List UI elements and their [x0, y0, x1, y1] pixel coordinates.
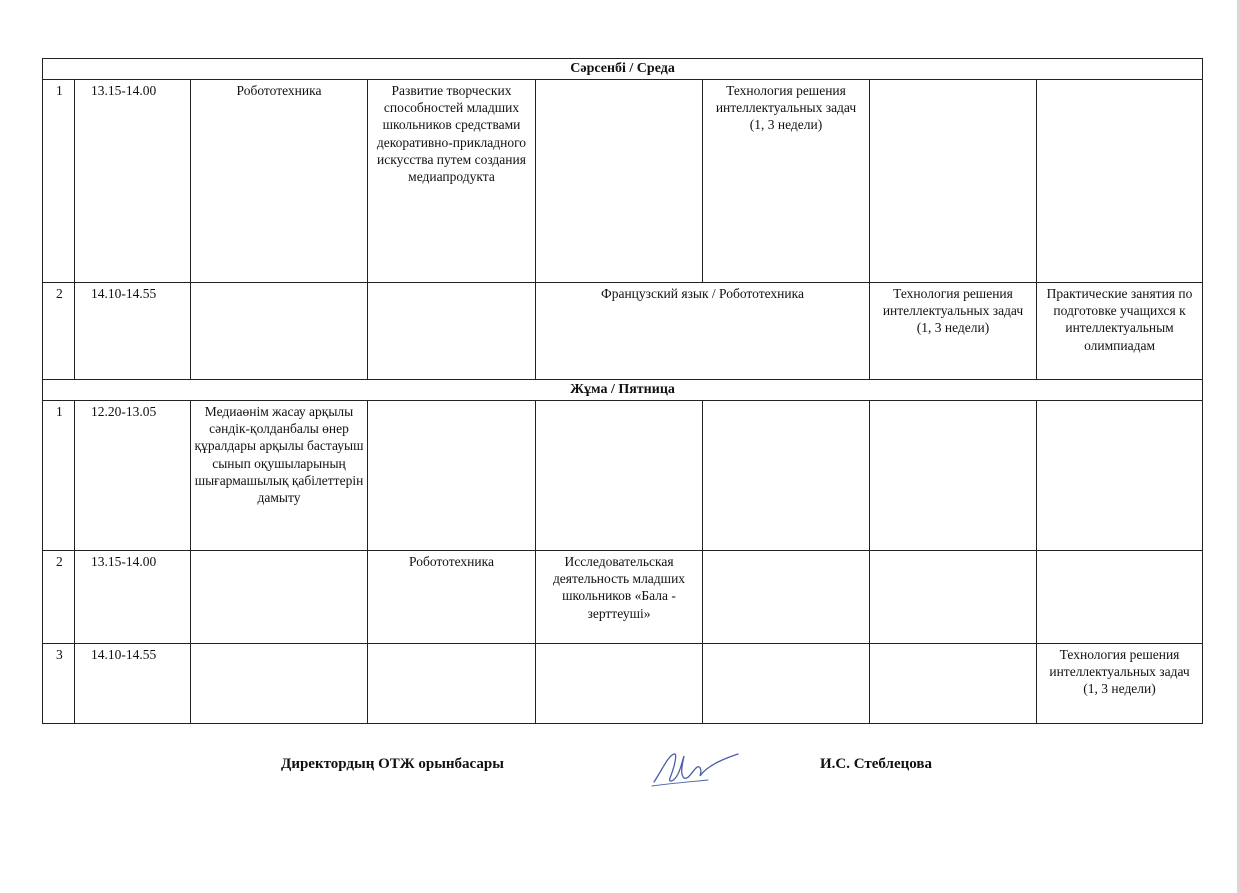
table-cell: Развитие творческих способностей младших школьников средствами декоративно-прикладного искусства путем создания медиапродукта [368, 79, 536, 282]
table-row [43, 282, 1203, 379]
table-cell [536, 400, 703, 550]
table-cell [191, 282, 368, 379]
day-header-friday [43, 379, 1203, 400]
handwritten-signature [648, 748, 740, 792]
table-cell [536, 643, 703, 723]
table-cell [368, 643, 536, 723]
table-cell [703, 400, 870, 550]
lesson-number: 1 [43, 400, 75, 550]
schedule-table [42, 58, 1203, 724]
table-cell [1037, 400, 1203, 550]
signatory-title: Директордың ОТЖ орынбасары [281, 756, 504, 772]
table-cell [191, 550, 368, 643]
table-cell: Исследовательская деятельность младших школьников «Бала - зерттеуші» [536, 550, 703, 643]
day-header-wednesday [43, 59, 1203, 80]
lesson-time: 14.10-14.55 [75, 282, 191, 379]
lesson-time: 13.15-14.00 [75, 550, 191, 643]
lesson-time: 14.10-14.55 [75, 643, 191, 723]
lesson-time: 13.15-14.00 [75, 79, 191, 282]
table-cell [1037, 79, 1203, 282]
table-row [43, 79, 1203, 282]
table-cell [870, 643, 1037, 723]
signatory-name: И.С. Стеблецова [820, 756, 932, 772]
table-cell: Французский язык / Робототехника [536, 282, 870, 379]
table-cell [191, 643, 368, 723]
table-row [43, 400, 1203, 550]
lesson-number: 2 [43, 282, 75, 379]
table-cell: Технология решения интеллектуальных задач (1, 3 недели) [870, 282, 1037, 379]
table-cell [1037, 550, 1203, 643]
table-cell: Практические занятия по подготовке учащихся к интеллектуальным олимпиадам [1037, 282, 1203, 379]
table-cell [703, 550, 870, 643]
table-cell: Технология решения интеллектуальных задач (1, 3 недели) [1037, 643, 1203, 723]
table-cell: Робототехника [191, 79, 368, 282]
table-cell [870, 550, 1037, 643]
table-row [43, 643, 1203, 723]
table-cell: Робототехника [368, 550, 536, 643]
lesson-number: 1 [43, 79, 75, 282]
table-cell [703, 643, 870, 723]
table-row [43, 550, 1203, 643]
table-cell: Технология решения интеллектуальных задач (1, 3 недели) [703, 79, 870, 282]
table-cell [870, 400, 1037, 550]
table-cell [870, 79, 1037, 282]
table-cell [368, 282, 536, 379]
day-title: Жұма / Пятница [43, 379, 1203, 400]
table-cell [368, 400, 536, 550]
day-title: Сәрсенбі / Среда [43, 59, 1203, 80]
lesson-time: 12.20-13.05 [75, 400, 191, 550]
table-cell: Медиаөнім жасау арқылы сәндік-қолданбалы өнер құралдары арқылы бастауыш сынып оқушыларының шығармашылық қабілеттерін дамыту [191, 400, 368, 550]
lesson-number: 2 [43, 550, 75, 643]
table-cell [536, 79, 703, 282]
lesson-number: 3 [43, 643, 75, 723]
signature-block [0, 748, 1240, 792]
